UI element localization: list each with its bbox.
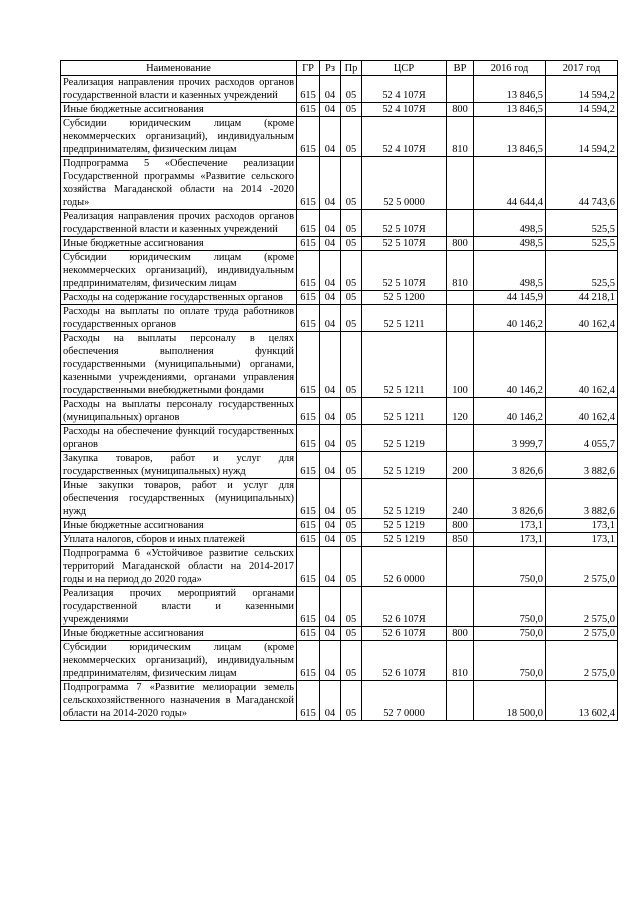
- cell-2016: 173,1: [474, 519, 546, 533]
- cell-vr: [447, 157, 474, 210]
- cell-2017: 2 575,0: [546, 587, 618, 627]
- cell-rz: 04: [320, 103, 341, 117]
- cell-pr: 05: [341, 305, 362, 332]
- cell-pr: 05: [341, 587, 362, 627]
- cell-csr: 52 4 107Я: [362, 117, 447, 157]
- cell-csr: 52 6 107Я: [362, 627, 447, 641]
- cell-gr: 615: [297, 76, 320, 103]
- cell-name: Субсидии юридическим лицам (кроме некоммерческих организаций), индивидуальным предпринимателям, физическим лицам: [61, 251, 297, 291]
- cell-2017: 40 162,4: [546, 398, 618, 425]
- cell-vr: 240: [447, 479, 474, 519]
- cell-2016: 3 999,7: [474, 425, 546, 452]
- cell-csr: 52 5 1219: [362, 452, 447, 479]
- cell-csr: 52 5 1219: [362, 479, 447, 519]
- cell-name: Подпрограмма 7 «Развитие мелиорации земель сельскохозяйственного назначения в Магаданской области на 2014-2020 годы»: [61, 681, 297, 721]
- cell-vr: 810: [447, 251, 474, 291]
- cell-2017: 40 162,4: [546, 305, 618, 332]
- cell-pr: 05: [341, 103, 362, 117]
- cell-gr: 615: [297, 210, 320, 237]
- cell-pr: 05: [341, 117, 362, 157]
- cell-gr: 615: [297, 533, 320, 547]
- cell-2016: 44 644,4: [474, 157, 546, 210]
- cell-name: Уплата налогов, сборов и иных платежей: [61, 533, 297, 547]
- cell-2016: 18 500,0: [474, 681, 546, 721]
- header-vr: ВР: [447, 61, 474, 76]
- cell-vr: [447, 425, 474, 452]
- cell-name: Иные бюджетные ассигнования: [61, 627, 297, 641]
- cell-2017: 525,5: [546, 210, 618, 237]
- cell-name: Иные бюджетные ассигнования: [61, 519, 297, 533]
- cell-gr: 615: [297, 117, 320, 157]
- cell-2017: 2 575,0: [546, 547, 618, 587]
- table-header-row: [61, 61, 618, 76]
- cell-rz: 04: [320, 681, 341, 721]
- cell-pr: 05: [341, 627, 362, 641]
- cell-pr: 05: [341, 452, 362, 479]
- cell-rz: 04: [320, 237, 341, 251]
- cell-pr: 05: [341, 291, 362, 305]
- cell-csr: 52 5 1211: [362, 305, 447, 332]
- cell-csr: 52 7 0000: [362, 681, 447, 721]
- cell-pr: 05: [341, 398, 362, 425]
- cell-csr: 52 6 107Я: [362, 587, 447, 627]
- cell-gr: 615: [297, 291, 320, 305]
- cell-rz: 04: [320, 533, 341, 547]
- cell-vr: 100: [447, 332, 474, 398]
- cell-2017: 40 162,4: [546, 332, 618, 398]
- cell-vr: 800: [447, 519, 474, 533]
- cell-pr: 05: [341, 237, 362, 251]
- cell-vr: [447, 547, 474, 587]
- header-2016: 2016 год: [474, 61, 546, 76]
- cell-csr: 52 5 1219: [362, 519, 447, 533]
- cell-2016: 3 826,6: [474, 479, 546, 519]
- header-csr: ЦСР: [362, 61, 447, 76]
- cell-2016: 173,1: [474, 533, 546, 547]
- cell-vr: [447, 587, 474, 627]
- cell-name: Реализация направления прочих расходов органов государственной власти и казенных учреждений: [61, 76, 297, 103]
- cell-vr: 800: [447, 103, 474, 117]
- cell-2017: 3 882,6: [546, 452, 618, 479]
- cell-csr: 52 4 107Я: [362, 103, 447, 117]
- table-row: [61, 479, 618, 519]
- table-row: [61, 425, 618, 452]
- cell-pr: 05: [341, 519, 362, 533]
- cell-rz: 04: [320, 291, 341, 305]
- cell-csr: 52 5 1211: [362, 398, 447, 425]
- table-row: [61, 117, 618, 157]
- cell-rz: 04: [320, 641, 341, 681]
- table-row: [61, 332, 618, 398]
- cell-pr: 05: [341, 251, 362, 291]
- cell-rz: 04: [320, 210, 341, 237]
- cell-name: Расходы на обеспечение функций государственных органов: [61, 425, 297, 452]
- cell-csr: 52 6 0000: [362, 547, 447, 587]
- cell-rz: 04: [320, 627, 341, 641]
- cell-pr: 05: [341, 641, 362, 681]
- cell-csr: 52 5 107Я: [362, 210, 447, 237]
- cell-2017: 2 575,0: [546, 627, 618, 641]
- cell-pr: 05: [341, 425, 362, 452]
- cell-rz: 04: [320, 587, 341, 627]
- cell-pr: 05: [341, 332, 362, 398]
- table-row: [61, 237, 618, 251]
- table-body: [61, 76, 618, 721]
- header-name: Наименование: [61, 61, 297, 76]
- cell-2016: 498,5: [474, 237, 546, 251]
- table-row: [61, 533, 618, 547]
- cell-2017: 2 575,0: [546, 641, 618, 681]
- cell-name: Иные бюджетные ассигнования: [61, 237, 297, 251]
- cell-vr: 850: [447, 533, 474, 547]
- header-rz: Рз: [320, 61, 341, 76]
- cell-vr: 810: [447, 641, 474, 681]
- cell-2016: 750,0: [474, 627, 546, 641]
- cell-rz: 04: [320, 479, 341, 519]
- cell-name: Субсидии юридическим лицам (кроме некоммерческих организаций), индивидуальным предпринимателям, физическим лицам: [61, 117, 297, 157]
- cell-vr: 800: [447, 627, 474, 641]
- header-pr: Пр: [341, 61, 362, 76]
- cell-2016: 498,5: [474, 210, 546, 237]
- cell-2016: 750,0: [474, 587, 546, 627]
- cell-2016: 750,0: [474, 641, 546, 681]
- cell-rz: 04: [320, 547, 341, 587]
- cell-2017: 525,5: [546, 237, 618, 251]
- cell-gr: 615: [297, 681, 320, 721]
- cell-2017: 44 743,6: [546, 157, 618, 210]
- cell-2016: 750,0: [474, 547, 546, 587]
- cell-gr: 615: [297, 641, 320, 681]
- cell-rz: 04: [320, 398, 341, 425]
- cell-gr: 615: [297, 587, 320, 627]
- table-row: [61, 291, 618, 305]
- cell-vr: [447, 291, 474, 305]
- header-gr: ГР: [297, 61, 320, 76]
- cell-csr: 52 5 1211: [362, 332, 447, 398]
- cell-pr: 05: [341, 681, 362, 721]
- cell-csr: 52 5 1219: [362, 425, 447, 452]
- cell-2017: 4 055,7: [546, 425, 618, 452]
- cell-vr: [447, 305, 474, 332]
- budget-table: [60, 60, 618, 721]
- cell-csr: 52 5 1200: [362, 291, 447, 305]
- cell-gr: 615: [297, 547, 320, 587]
- cell-rz: 04: [320, 157, 341, 210]
- table-row: [61, 587, 618, 627]
- cell-name: Реализация направления прочих расходов органов государственной власти и казенных учреждений: [61, 210, 297, 237]
- cell-rz: 04: [320, 425, 341, 452]
- table-row: [61, 76, 618, 103]
- cell-vr: [447, 76, 474, 103]
- cell-rz: 04: [320, 332, 341, 398]
- cell-2016: 40 146,2: [474, 398, 546, 425]
- cell-2016: 40 146,2: [474, 332, 546, 398]
- cell-name: Субсидии юридическим лицам (кроме некоммерческих организаций), индивидуальным предпринимателям, физическим лицам: [61, 641, 297, 681]
- cell-rz: 04: [320, 452, 341, 479]
- table-row: [61, 681, 618, 721]
- cell-2016: 13 846,5: [474, 76, 546, 103]
- cell-name: Закупка товаров, работ и услуг для государственных (муниципальных) нужд: [61, 452, 297, 479]
- cell-gr: 615: [297, 452, 320, 479]
- cell-vr: 200: [447, 452, 474, 479]
- table-row: [61, 519, 618, 533]
- cell-gr: 615: [297, 627, 320, 641]
- cell-vr: 800: [447, 237, 474, 251]
- cell-name: Расходы на выплаты персоналу государственных (муниципальных) органов: [61, 398, 297, 425]
- cell-gr: 615: [297, 425, 320, 452]
- cell-vr: [447, 681, 474, 721]
- cell-gr: 615: [297, 305, 320, 332]
- cell-name: Иные закупки товаров, работ и услуг для обеспечения государственных (муниципальных) нужд: [61, 479, 297, 519]
- cell-name: Расходы на выплаты персоналу в целях обеспечения выполнения функций государственными (муниципальными) органами, казенными учреждениями, органами управления государственными внебюджетными фондами: [61, 332, 297, 398]
- cell-csr: 52 4 107Я: [362, 76, 447, 103]
- cell-pr: 05: [341, 157, 362, 210]
- cell-name: Реализация прочих мероприятий органами государственной власти и казенными учреждениями: [61, 587, 297, 627]
- cell-2016: 13 846,5: [474, 103, 546, 117]
- cell-rz: 04: [320, 251, 341, 291]
- cell-gr: 615: [297, 103, 320, 117]
- cell-pr: 05: [341, 76, 362, 103]
- cell-vr: [447, 210, 474, 237]
- cell-name: Расходы на выплаты по оплате труда работников государственных органов: [61, 305, 297, 332]
- cell-2016: 40 146,2: [474, 305, 546, 332]
- table-row: [61, 641, 618, 681]
- cell-name: Расходы на содержание государственных органов: [61, 291, 297, 305]
- table-row: [61, 452, 618, 479]
- cell-2016: 3 826,6: [474, 452, 546, 479]
- cell-name: Иные бюджетные ассигнования: [61, 103, 297, 117]
- table-row: [61, 547, 618, 587]
- cell-2016: 44 145,9: [474, 291, 546, 305]
- cell-2016: 13 846,5: [474, 117, 546, 157]
- cell-gr: 615: [297, 251, 320, 291]
- cell-gr: 615: [297, 398, 320, 425]
- cell-2017: 14 594,2: [546, 76, 618, 103]
- cell-name: Подпрограмма 5 «Обеспечение реализации Государственной программы «Развитие сельского хозяйства Магаданской области на 2014 -2020 годы»: [61, 157, 297, 210]
- table-row: [61, 210, 618, 237]
- cell-gr: 615: [297, 157, 320, 210]
- table-row: [61, 398, 618, 425]
- cell-2017: 13 602,4: [546, 681, 618, 721]
- table-row: [61, 157, 618, 210]
- cell-csr: 52 5 1219: [362, 533, 447, 547]
- cell-2016: 498,5: [474, 251, 546, 291]
- cell-gr: 615: [297, 519, 320, 533]
- cell-pr: 05: [341, 547, 362, 587]
- cell-rz: 04: [320, 519, 341, 533]
- cell-gr: 615: [297, 237, 320, 251]
- cell-pr: 05: [341, 533, 362, 547]
- cell-rz: 04: [320, 117, 341, 157]
- cell-csr: 52 5 107Я: [362, 251, 447, 291]
- cell-name: Подпрограмма 6 «Устойчивое развитие сельских территорий Магаданской области на 2014-2017 годы и на период до 2020 года»: [61, 547, 297, 587]
- cell-2017: 173,1: [546, 533, 618, 547]
- cell-pr: 05: [341, 479, 362, 519]
- cell-2017: 173,1: [546, 519, 618, 533]
- cell-rz: 04: [320, 76, 341, 103]
- cell-vr: 810: [447, 117, 474, 157]
- cell-gr: 615: [297, 479, 320, 519]
- cell-gr: 615: [297, 332, 320, 398]
- table-row: [61, 627, 618, 641]
- cell-csr: 52 5 0000: [362, 157, 447, 210]
- table-row: [61, 103, 618, 117]
- table-row: [61, 251, 618, 291]
- cell-2017: 14 594,2: [546, 103, 618, 117]
- cell-rz: 04: [320, 305, 341, 332]
- cell-pr: 05: [341, 210, 362, 237]
- cell-2017: 14 594,2: [546, 117, 618, 157]
- cell-2017: 3 882,6: [546, 479, 618, 519]
- table-row: [61, 305, 618, 332]
- cell-2017: 44 218,1: [546, 291, 618, 305]
- header-2017: 2017 год: [546, 61, 618, 76]
- cell-csr: 52 5 107Я: [362, 237, 447, 251]
- cell-vr: 120: [447, 398, 474, 425]
- cell-2017: 525,5: [546, 251, 618, 291]
- cell-csr: 52 6 107Я: [362, 641, 447, 681]
